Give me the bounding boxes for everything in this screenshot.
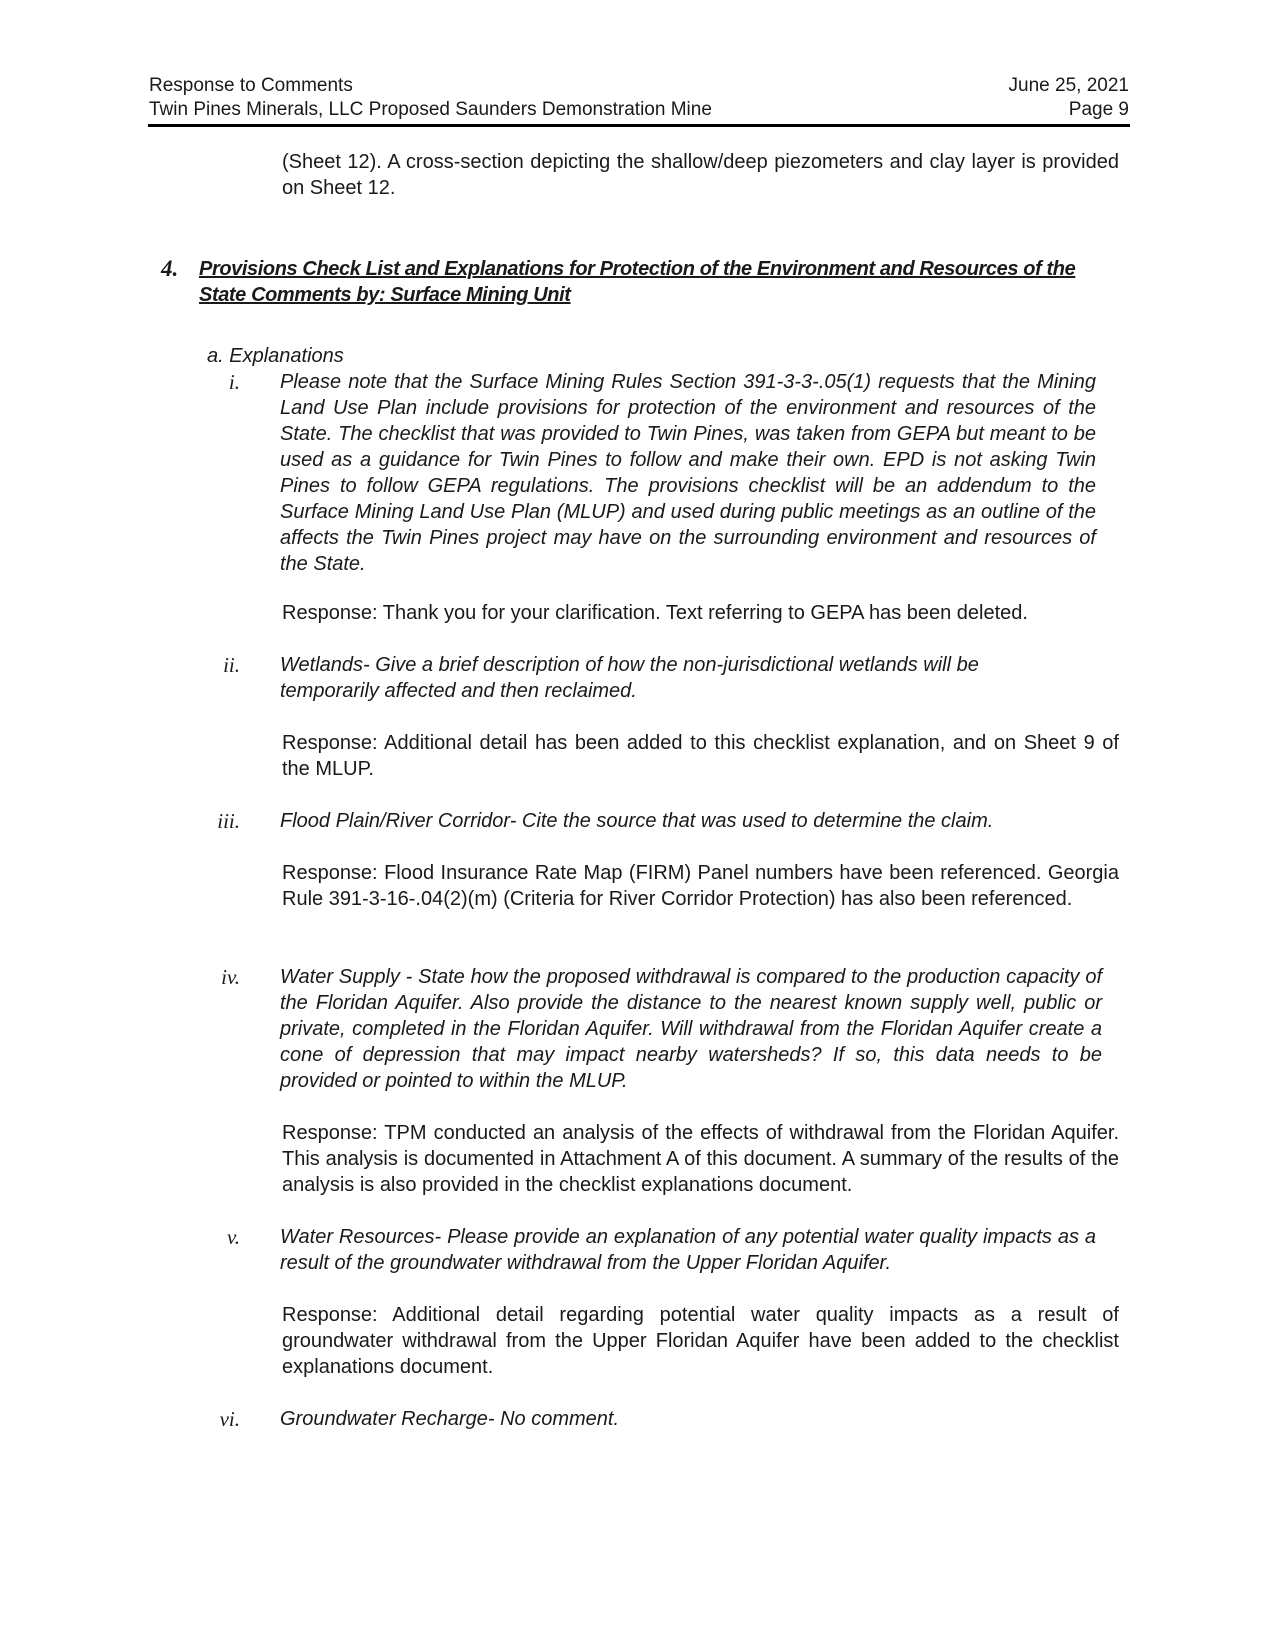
item-numeral-ii: ii. [223,653,240,677]
item-comment-iv: Water Supply - State how the proposed withdrawal is compared to the production capacity of the Floridan Aquifer. Also provide the distance to the nearest known supply well, public or private, completed in the Floridan Aquifer. Will withdrawal from the Floridan Aquifer create a cone of depression that may impact nearby watersheds? If so, this data needs to be provided or pointed to within the MLUP. [280,966,1102,1092]
subsection-label: a. Explanations [207,345,344,367]
item-comment-iii: Flood Plain/River Corridor- Cite the source that was used to determine the claim. [280,810,994,832]
header-date: June 25, 2021 [1008,75,1129,96]
intro-paragraph: (Sheet 12). A cross-section depicting the shallow/deep piezometers and clay layer is provided on Sheet 12. [282,151,1119,199]
header-page-number: Page 9 [1068,99,1129,120]
item-numeral-iii: iii. [217,809,240,833]
item-response-v: Response: Additional detail regarding potential water quality impacts as a result of groundwater withdrawal from the Upper Floridan Aquifer have been added to the checklist explanations document. [282,1304,1119,1378]
header-divider [148,124,1130,127]
section-heading: Provisions Check List and Explanations for Protection of the Environment and Resources of the State Comments by: Surface Mining Unit [199,258,1076,306]
item-comment-ii: Wetlands- Give a brief description of how the non-jurisdictional wetlands will be temporarily affected and then reclaimed. [280,654,979,702]
section-number: 4. [161,256,179,281]
item-response-ii: Response: Additional detail has been added to this checklist explanation, and on Sheet 9 of the MLUP. [282,732,1119,780]
item-comment-i: Please note that the Surface Mining Rules Section 391-3-3-.05(1) requests that the Mining Land Use Plan include provisions for protection of the environment and resources of the State. The checklist that was provided to Twin Pines, was taken from GEPA but meant to be used as a guidance for Twin Pines to follow and make their own. EPD is not asking Twin Pines to follow GEPA regulations. The provisions checklist will be an addendum to the Surface Mining Land Use Plan (MLUP) and used during public meetings as an outline of the affects the Twin Pines project may have on the surrounding environment and resources of the State. [280,371,1096,575]
item-comment-vi: Groundwater Recharge- No comment. [280,1408,620,1430]
item-response-iii: Response: Flood Insurance Rate Map (FIRM) Panel numbers have been referenced. Georgia Rule 391-3-16-.04(2)(m) (Criteria for River Corridor Protection) has also been referenced. [282,862,1119,910]
header-title: Response to Comments [149,75,353,96]
header-row-1 [149,74,1129,98]
page-header [149,74,1129,122]
item-numeral-i: i. [228,370,240,394]
item-numeral-iv: iv. [221,965,240,989]
item-response-i: Response: Thank you for your clarification. Text referring to GEPA has been deleted. [282,602,1028,624]
item-numeral-v: v. [226,1225,240,1249]
item-response-iv: Response: TPM conducted an analysis of the effects of withdrawal from the Floridan Aquifer. This analysis is documented in Attachment A of this document. A summary of the results of the analysis is also provided in the checklist explanations document. [282,1122,1119,1196]
header-row-2 [149,98,1129,122]
item-numeral-vi: vi. [219,1407,240,1431]
header-project: Twin Pines Minerals, LLC Proposed Saunders Demonstration Mine [149,99,712,120]
item-comment-v: Water Resources- Please provide an explanation of any potential water quality impacts as a result of the groundwater withdrawal from the Upper Floridan Aquifer. [280,1226,1096,1274]
